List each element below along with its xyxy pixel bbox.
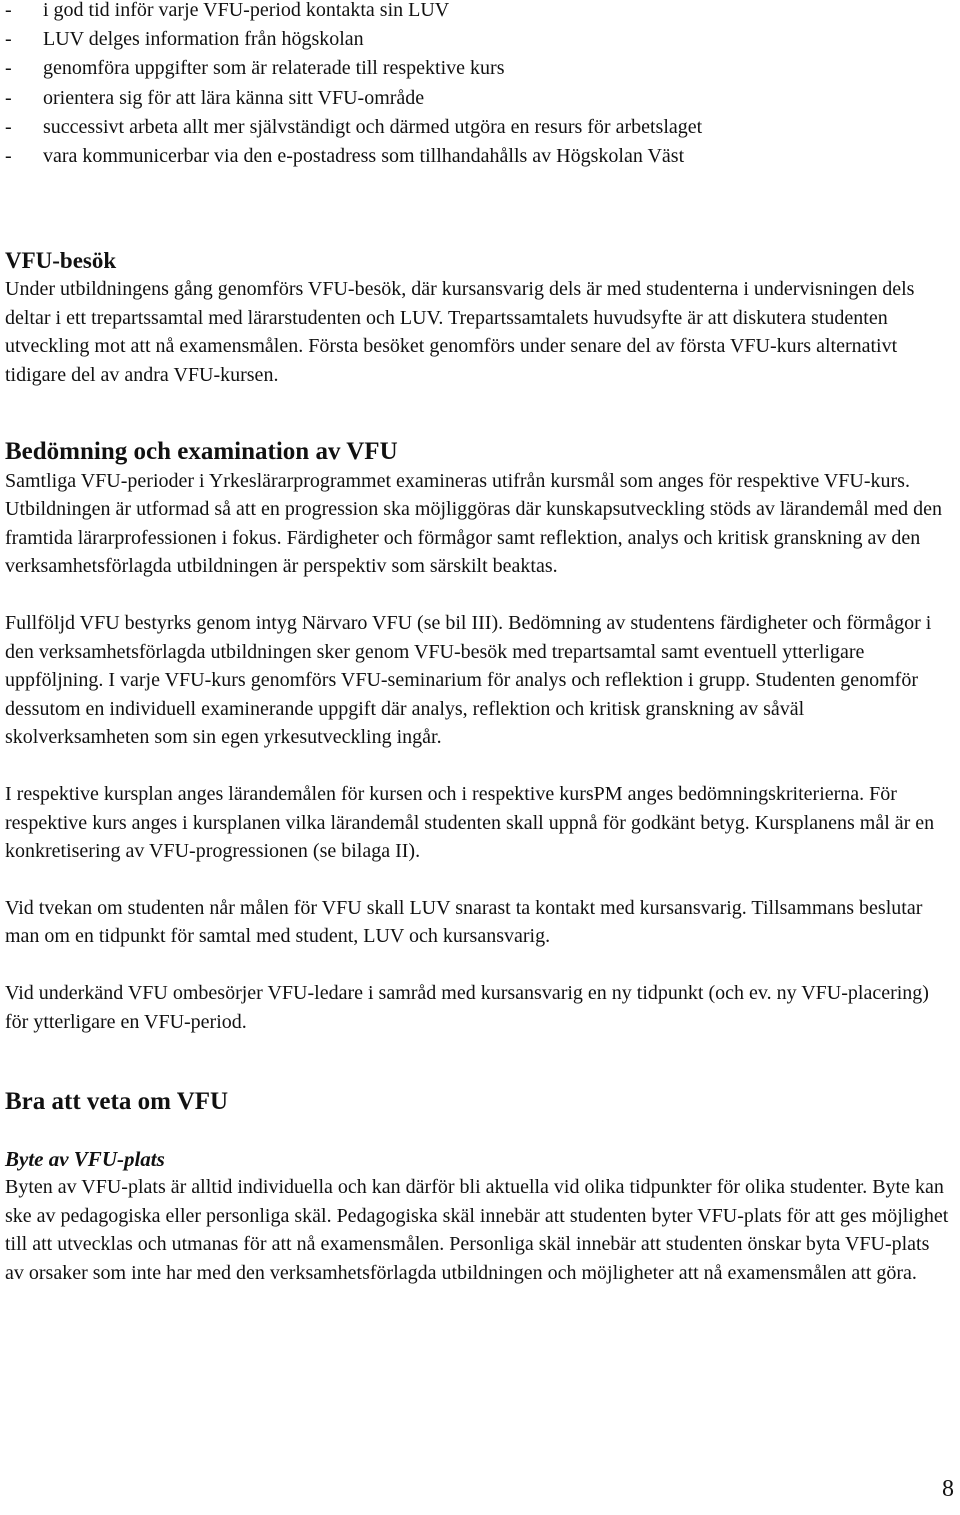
list-item xyxy=(5,0,953,25)
bullet-list xyxy=(5,0,953,171)
list-item-text: LUV delges information från högskolan xyxy=(43,28,364,51)
section-heading-bedomning: Bedömning och examination av VFU xyxy=(5,437,398,465)
list-item xyxy=(5,84,953,113)
list-marker: - xyxy=(5,28,12,51)
bedomning-paragraph-3: I respektive kursplan anges lärandemålen för kursen och i respektive kursPM anges bedömningskriterierna. För respektive kurs anges i kursplanen vilka lärandemål studenten skall uppnå för godkänt betyg. Kursplanens mål är en konkretisering av VFU-progressionen (se bilaga II). xyxy=(5,782,935,863)
list-item-text: successivt arbeta allt mer självständigt och därmed utgöra en resurs för arbetslaget xyxy=(43,115,703,138)
list-item xyxy=(5,54,953,83)
bedomning-paragraph-5: Vid underkänd VFU ombesörjer VFU-ledare i samråd med kursansvarig en ny tidpunkt (och ev. ny VFU-placering) för ytterligare en VFU-period. xyxy=(5,981,929,1033)
list-item-text: orientera sig för att lära känna sitt VFU-område xyxy=(43,86,425,109)
subheading-byte-av-vfu-plats: Byte av VFU-plats xyxy=(5,1147,165,1172)
bedomning-paragraph-1: Samtliga VFU-perioder i Yrkeslärarprogrammet examineras utifrån kursmål som anges för respektive VFU-kurs. Utbildningen är utformad så att en progression ska möjliggöras där kunskapsutveckling stöds av lärandemål med den framtida lärarprofessionen i fokus. Färdigheter och förmågor samt reflektion, analys och kritisk granskning av den verksamhetsförlagda utbildningen är perspektiv som särskilt beaktas. xyxy=(5,469,943,578)
list-marker: - xyxy=(5,0,12,21)
vfu-besok-paragraph: Under utbildningens gång genomförs VFU-besök, där kursansvarig dels är med studenterna i undervisningen dels deltar i ett trepartssamtal med lärarstudenten och LUV. Trepartssamtalets huvudsyfte är att diskutera studenten utveckling mot att nå examensmålen. Första besöket genomförs under senare del av första VFU-kurs alternativt tidigare del av andra VFU-kursen. xyxy=(5,278,915,386)
list-item-text: i god tid inför varje VFU-period kontakta sin LUV xyxy=(43,0,450,21)
section-heading-bra-att-veta: Bra att veta om VFU xyxy=(5,1088,229,1116)
document-page xyxy=(5,0,953,1287)
list-marker: - xyxy=(5,57,12,80)
list-marker: - xyxy=(5,145,12,168)
list-item xyxy=(5,142,953,171)
bedomning-paragraph-4: Vid tvekan om studenten når målen för VFU skall LUV snarast ta kontakt med kursansvarig. Tillsammans beslutar man om en tidpunkt för samtal med student, LUV och kursansvarig. xyxy=(5,896,923,948)
list-marker: - xyxy=(5,115,12,138)
list-item xyxy=(5,25,953,54)
list-item-text: genomföra uppgifter som är relaterade till respektive kurs xyxy=(43,57,505,80)
list-marker: - xyxy=(5,86,12,109)
list-item xyxy=(5,113,953,142)
byte-paragraph: Byten av VFU-plats är alltid individuella och kan därför bli aktuella vid olika tidpunkter för olika studenter. Byte kan ske av pedagogiska eller personliga skäl. Pedagogiska skäl innebär att studenten byter VFU-plats för att ges möjlighet till att utvecklas och utmanas för att nå examensmålen. Personliga skäl innebär att studenten önskar byta VFU-plats av orsaker som inte har med den verksamhetsförlagda utbildningen och möjligheter att nå examensmålen att göra. xyxy=(5,1176,949,1284)
bedomning-paragraph-2: Fullföljd VFU bestyrks genom intyg Närvaro VFU (se bil III). Bedömning av studentens färdigheter och förmågor i den verksamhetsförlagda utbildningen sker genom VFU-besök med trepartsamtal samt eventuell ytterligare uppföljning. I varje VFU-kurs genomförs VFU-seminarium för analys och reflektion i grupp. Studenten genomför dessutom en individuell examinerande uppgift där analys, reflektion och kritisk granskning av såväl skolverksamheten som sin egen yrkesutveckling ingår. xyxy=(5,611,932,749)
page-number: 8 xyxy=(942,1476,954,1502)
section-heading-vfu-besok: VFU-besök xyxy=(5,248,117,274)
list-item-text: vara kommunicerbar via den e-postadress som tillhandahålls av Högskolan Väst xyxy=(43,145,685,168)
